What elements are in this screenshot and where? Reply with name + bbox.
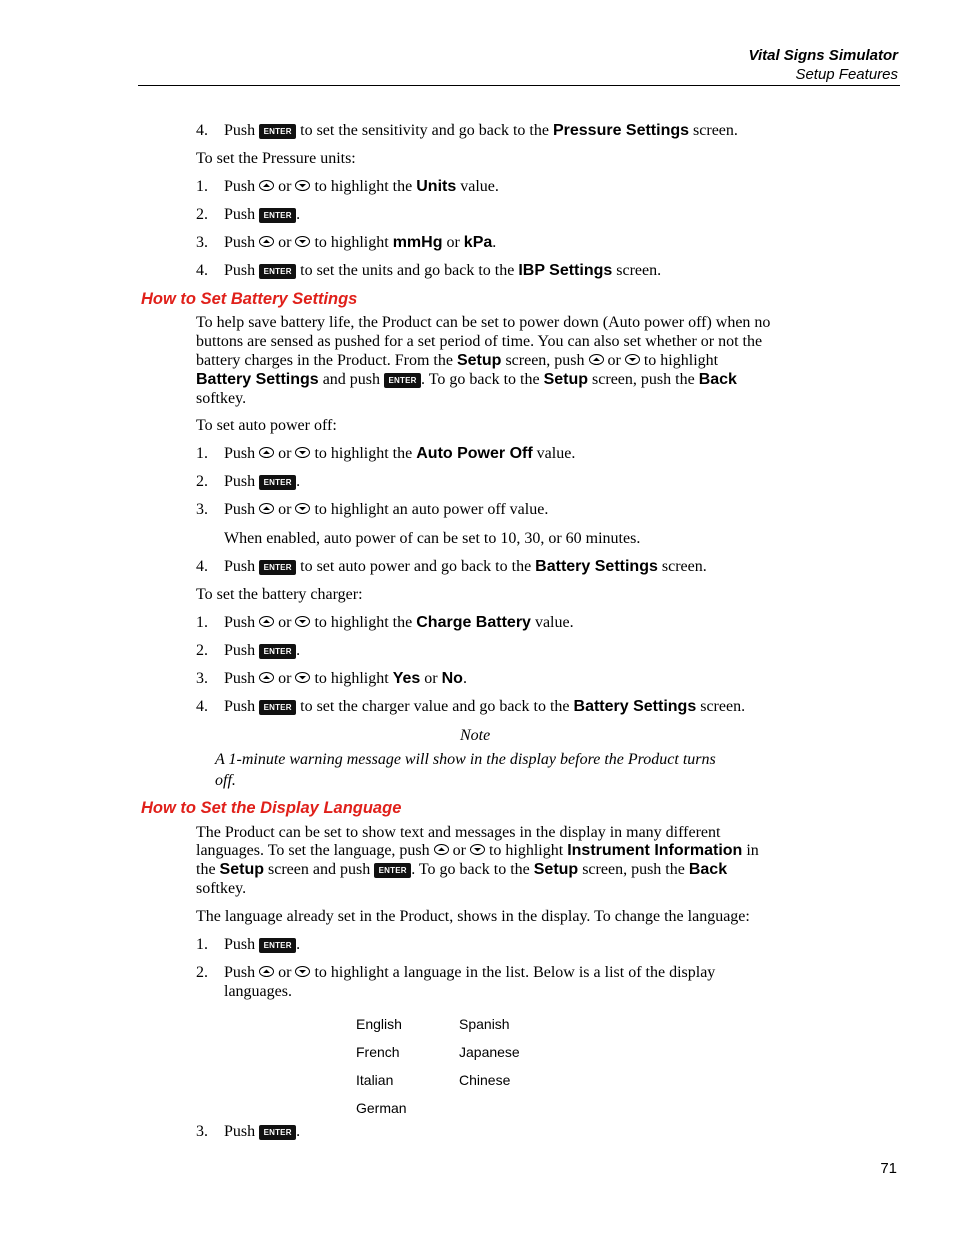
list-number: 3.: [196, 234, 208, 251]
list-number: 1.: [196, 936, 208, 953]
list-number: 2.: [196, 473, 208, 490]
push-text: Push: [224, 964, 256, 981]
ui-label: Pressure Settings: [552, 122, 690, 139]
language-french: French: [356, 1044, 400, 1060]
list-item: [196, 121, 738, 140]
up-arrow-icon: [259, 447, 274, 458]
ui-label: Setup: [533, 861, 579, 878]
ui-label: Setup: [219, 861, 264, 878]
push-text: Push: [224, 206, 256, 223]
language-italian: Italian: [356, 1072, 394, 1088]
document-title: Vital Signs Simulator: [748, 47, 898, 64]
push-text: Push: [224, 1123, 256, 1140]
list-number: 4.: [196, 122, 208, 139]
item-text: screen.: [616, 262, 662, 279]
item-text: the: [196, 861, 216, 878]
section-heading-language: How to Set the Display Language: [141, 799, 402, 817]
item-text: screen and push: [268, 861, 371, 878]
step-note: When enabled, auto power of can be set to 10, 30, or 60 minutes.: [224, 530, 641, 547]
ui-label: Back: [688, 861, 728, 878]
up-arrow-icon: [259, 503, 274, 514]
paragraph-line: To help save battery life, the Product can be set to power down (Auto power off) when no: [196, 314, 771, 331]
paragraph: To set the Pressure units:: [196, 150, 356, 167]
enter-key-icon: ENTER: [259, 938, 296, 953]
ui-label: Auto Power Off: [416, 445, 533, 462]
paragraph: To set the battery charger:: [196, 586, 363, 603]
push-text: Push: [224, 234, 256, 251]
item-text: to highlight the: [314, 614, 413, 631]
down-arrow-icon: [295, 180, 310, 191]
list-item: [196, 557, 707, 576]
up-arrow-icon: [259, 616, 274, 627]
paragraph: To set auto power off:: [196, 417, 337, 434]
down-arrow-icon: [625, 354, 640, 365]
paragraph-line: [196, 860, 727, 879]
list-item: [196, 1122, 300, 1141]
item-text: screen.: [700, 698, 746, 715]
or-text: or: [278, 234, 292, 251]
item-text: to highlight the: [314, 445, 413, 462]
list-number: 2.: [196, 964, 208, 981]
item-text: value.: [534, 614, 574, 631]
language-japanese: Japanese: [459, 1044, 520, 1060]
list-item: [196, 669, 467, 688]
ui-label: IBP Settings: [518, 262, 613, 279]
paragraph-line: [196, 351, 718, 370]
ui-label: No: [441, 670, 463, 687]
item-text: .: [492, 234, 497, 251]
enter-key-icon: ENTER: [374, 863, 411, 878]
push-text: Push: [224, 614, 256, 631]
item-text: . To go back to the: [421, 371, 540, 388]
up-arrow-icon: [259, 180, 274, 191]
ui-label: Battery Settings: [196, 371, 319, 388]
push-text: Push: [224, 178, 256, 195]
push-text: Push: [224, 262, 256, 279]
list-item: [196, 500, 548, 519]
section-heading-battery: How to Set Battery Settings: [141, 290, 358, 308]
enter-key-icon: ENTER: [259, 124, 296, 139]
push-text: Push: [224, 501, 256, 518]
note-text: A 1-minute warning message will show in the display before the Product turns off.: [215, 751, 716, 789]
or-text: or: [278, 501, 292, 518]
item-text: in: [746, 842, 759, 859]
page-header: [749, 46, 898, 84]
note-label: Note: [460, 727, 491, 744]
up-arrow-icon: [589, 354, 604, 365]
list-item: [196, 697, 745, 716]
or-text: or: [607, 352, 621, 369]
ui-label: Back: [698, 371, 737, 388]
list-item: [196, 641, 300, 660]
down-arrow-icon: [295, 447, 310, 458]
list-number: 1.: [196, 445, 208, 462]
list-item: [196, 233, 496, 252]
enter-key-icon: ENTER: [259, 264, 296, 279]
item-text: or: [424, 670, 438, 687]
item-text: languages. To set the language, push: [196, 842, 430, 859]
list-number: 4.: [196, 262, 208, 279]
list-number: 2.: [196, 642, 208, 659]
or-text: or: [278, 964, 292, 981]
paragraph-line: The Product can be set to show text and messages in the display in many different: [196, 824, 721, 841]
section-title: Setup Features: [795, 66, 898, 83]
language-chinese: Chinese: [459, 1072, 511, 1088]
item-text: to highlight: [314, 670, 389, 687]
enter-key-icon: ENTER: [259, 1125, 296, 1140]
down-arrow-icon: [295, 503, 310, 514]
down-arrow-icon: [295, 236, 310, 247]
ui-label: Charge Battery: [416, 614, 531, 631]
list-number: 1.: [196, 178, 208, 195]
paragraph-line: [196, 370, 737, 389]
enter-key-icon: ENTER: [259, 475, 296, 490]
ui-label: Instrument Information: [567, 842, 743, 859]
language-german: German: [356, 1100, 407, 1116]
item-text: to highlight the: [314, 178, 413, 195]
or-text: or: [278, 670, 292, 687]
ui-label: Units: [416, 178, 457, 195]
list-number: 3.: [196, 670, 208, 687]
list-number: 4.: [196, 698, 208, 715]
paragraph: The language already set in the Product, shows in the display. To change the language:: [196, 908, 750, 925]
list-number: 3.: [196, 1123, 208, 1140]
item-text: to highlight: [643, 352, 719, 369]
up-arrow-icon: [259, 236, 274, 247]
list-number: 2.: [196, 206, 208, 223]
item-text: .: [462, 670, 467, 687]
list-number: 3.: [196, 501, 208, 518]
up-arrow-icon: [259, 672, 274, 683]
language-spanish: Spanish: [459, 1016, 510, 1032]
list-item: [196, 963, 715, 982]
page-number: 71: [880, 1160, 897, 1177]
item-text: . To go back to the: [411, 861, 530, 878]
paragraph-line: softkey.: [196, 390, 247, 407]
ui-label: Battery Settings: [573, 698, 697, 715]
down-arrow-icon: [295, 966, 310, 977]
item-text: screen, push: [505, 352, 585, 369]
item-text: to set the sensitivity and go back to the: [300, 122, 549, 139]
item-text: to set the units and go back to the: [300, 262, 515, 279]
ui-label: Battery Settings: [535, 558, 658, 575]
enter-key-icon: ENTER: [259, 208, 296, 223]
item-text: screen, push the: [592, 371, 695, 388]
list-item-continuation: languages.: [224, 983, 292, 1000]
push-text: Push: [224, 473, 256, 490]
item-text: to set auto power and go back to the: [300, 558, 532, 575]
item-text: screen, push the: [582, 861, 685, 878]
down-arrow-icon: [295, 672, 310, 683]
item-text: screen.: [693, 122, 738, 139]
paragraph-line: [196, 841, 759, 860]
ui-label: Setup: [456, 352, 502, 369]
ui-label: Setup: [543, 371, 589, 388]
header-rule: [138, 85, 900, 86]
list-item: [196, 177, 499, 196]
list-number: 4.: [196, 558, 208, 575]
list-item: [196, 205, 300, 224]
push-text: Push: [224, 936, 256, 953]
list-item: [196, 935, 300, 954]
or-text: or: [278, 614, 292, 631]
paragraph-line: buttons are sensed as pushed for a set period of time. You can also set whether or not the: [196, 333, 763, 350]
item-text: .: [296, 936, 301, 953]
down-arrow-icon: [470, 844, 485, 855]
push-text: Push: [224, 670, 256, 687]
ui-label: mmHg: [392, 234, 443, 251]
item-text: .: [296, 473, 301, 490]
or-text: or: [278, 445, 292, 462]
or-text: or: [452, 842, 466, 859]
list-item: [196, 472, 300, 491]
ui-label: kPa: [463, 234, 493, 251]
enter-key-icon: ENTER: [384, 373, 421, 388]
down-arrow-icon: [295, 616, 310, 627]
language-english: English: [356, 1016, 402, 1032]
item-text: to set the charger value and go back to the: [300, 698, 570, 715]
item-text: value.: [536, 445, 576, 462]
item-text: .: [296, 1123, 301, 1140]
push-text: Push: [224, 698, 256, 715]
enter-key-icon: ENTER: [259, 644, 296, 659]
item-text: to highlight a language in the list. Below is a list of the display: [314, 964, 716, 981]
item-text: value.: [460, 178, 499, 195]
list-number: 1.: [196, 614, 208, 631]
enter-key-icon: ENTER: [259, 560, 296, 575]
item-text: .: [296, 642, 301, 659]
enter-key-icon: ENTER: [259, 700, 296, 715]
item-text: to highlight: [488, 842, 564, 859]
item-text: or: [446, 234, 460, 251]
up-arrow-icon: [259, 966, 274, 977]
up-arrow-icon: [434, 844, 449, 855]
ui-label: Yes: [392, 670, 421, 687]
item-text: screen.: [661, 558, 707, 575]
push-text: Push: [224, 642, 256, 659]
item-text: and push: [322, 371, 381, 388]
item-text: to highlight: [314, 234, 389, 251]
item-text: battery charges in the Product. From the: [196, 352, 453, 369]
paragraph-line: softkey.: [196, 880, 247, 897]
item-text: .: [296, 206, 301, 223]
list-item: [196, 261, 661, 280]
item-text: to highlight an auto power off value.: [314, 501, 549, 518]
list-item: [196, 613, 574, 632]
push-text: Push: [224, 122, 256, 139]
list-item: [196, 444, 575, 463]
push-text: Push: [224, 445, 256, 462]
push-text: Push: [224, 558, 256, 575]
or-text: or: [278, 178, 292, 195]
